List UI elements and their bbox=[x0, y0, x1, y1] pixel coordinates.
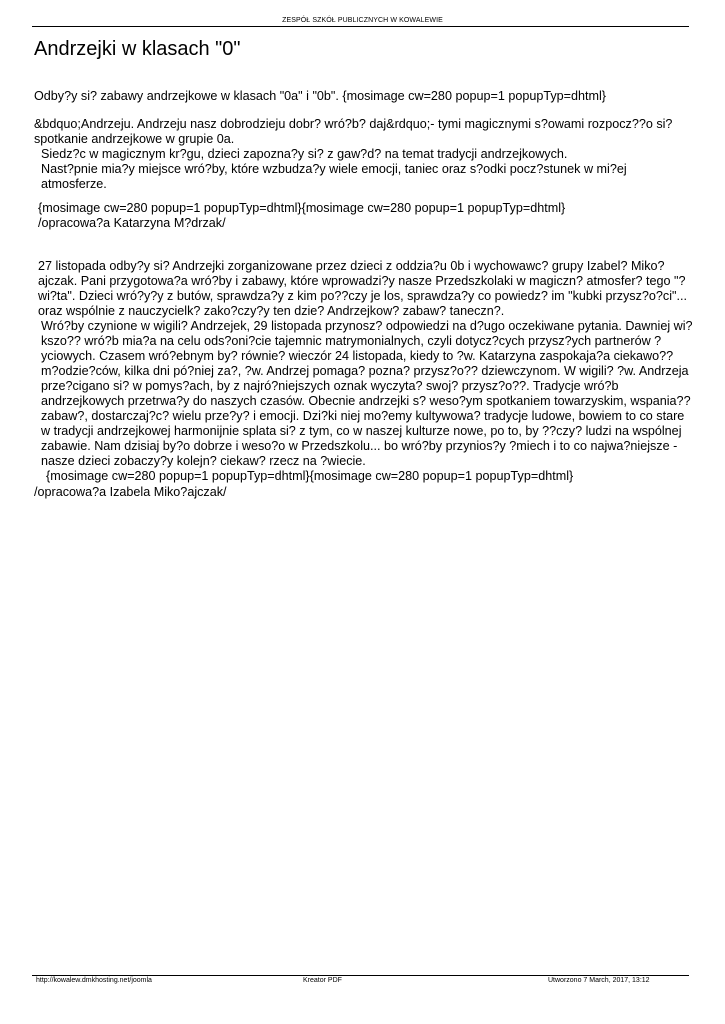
intro-text: Odby?y si? zabawy andrzejkowe w klasach "0a" i "0b". {mosimage cw=280 popup=1 popupTyp=dhtml} bbox=[34, 89, 606, 103]
section-0b-paragraph-2: Wró?by czynione w wigili? Andrzejek, 29 listopada przynosz? odpowiedzi na d?ugo oczekiwane pytania. Dawniej wi?kszo?? wró?b mia?a na celu ods?oni?cie tajemnic matrymonialnych, czyli dotycz?cych przysz?ych partnerów ?yciowych. Czasem wró?ebnym by? równie? wieczór 24 listopada, kiedy to ?w. Katarzyna zaspokaja?a ciekawo?? m?odzie?ców, kilka dni pó?niej za?, ?w. Andrzej pomaga? pozna? przysz?o?? dziewczynom. W wigili? ?w. Andrzeja prze?cigano si? w pomys?ach, by z najró?niejszych oznak wyczyta? swoj? przysz?o??. Tradycje wró?b andrzejkowych przetrwa?y do naszych czasów. Obecnie andrzejki s? weso?ym spotkaniem towarzyskim, wspania?? zabaw?, dostarczaj?c? wielu prze?y? i emocji. Dzi?ki niej mo?emy kultywowa? tradycje ludowe, bowiem to co stare w tradycji andrzejkowej harmonijnie splata si? z tym, co w naszej kulturze nowe, po to, by ??czy? ludzi na wspólnej zabawie. Nam dzisiaj by?o dobrze i weso?o w Przedszkolu... bo wró?by przynios?y ?miech i to co najwa?niejsze - nasze dzieci zobaczy?y kolejn? ciekaw? rzecz na ?wiecie. bbox=[41, 319, 693, 468]
header-divider bbox=[32, 26, 689, 27]
section-0a-activities: Nast?pnie mia?y miejsce wró?by, które wzbudza?y wiele emocji, taniec oraz s?odki pocz?stunek w mi?ej atmosferze. bbox=[41, 162, 627, 191]
section-0b-paragraph-1: 27 listopada odby?y si? Andrzejki zorganizowane przez dzieci z oddzia?u 0b i wychowawc? grupy Izabel? Miko?ajczak. Pani przygotowa?a wró?by i zabawy, które wprowadzi?y nasze Przedszkolaki w magiczn? atmosfer? tego "?wi?ta". Dzieci wró?y?y z butów, sprawdza?y z kim po??czy je los, sprawdza?y co powiedz? im "kubki przysz?o?ci"... oraz wspólnie z nauczycielk? zako?czy?y ten dzie? Andrzejkow? zabaw? taneczn?. bbox=[38, 259, 687, 318]
article-title: Andrzejki w klasach "0" bbox=[34, 38, 241, 60]
section-0b-footer bbox=[34, 485, 694, 500]
section-group-0b bbox=[34, 259, 694, 484]
section-0a-opening: &bdquo;Andrzeju. Andrzeju nasz dobrodzieju dobr? wró?b? daj&rdquo;- tymi magicznymi s?owami rozpocz??o si? spotkanie andrzejkowe w grupie 0a. bbox=[34, 117, 673, 146]
section-0a-circle: Siedz?c w magicznym kr?gu, dzieci zapozna?y si? z gaw?d? na temat tradycji andrzejkowych. bbox=[41, 147, 568, 161]
footer-generator: Kreator PDF bbox=[303, 977, 342, 984]
image-placeholders-0a: {mosimage cw=280 popup=1 popupTyp=dhtml}{mosimage cw=280 popup=1 popupTyp=dhtml} bbox=[38, 201, 566, 215]
section-0a-footer bbox=[34, 201, 694, 231]
author-0a: /opracowa?a Katarzyna M?drzak/ bbox=[38, 216, 226, 230]
article-intro bbox=[34, 89, 694, 104]
footer-created-date: Utworzono 7 March, 2017, 13:12 bbox=[548, 977, 650, 984]
section-group-0a bbox=[34, 117, 694, 192]
author-0b: /opracowa?a Izabela Miko?ajczak/ bbox=[34, 485, 227, 499]
footer-url-link[interactable]: http://kowalew.dmkhosting.net/joomla bbox=[36, 977, 152, 984]
image-placeholders-0b: {mosimage cw=280 popup=1 popupTyp=dhtml}{mosimage cw=280 popup=1 popupTyp=dhtml} bbox=[46, 469, 574, 483]
page-header: ZESPÓŁ SZKÓŁ PUBLICZNYCH W KOWALEWIE bbox=[282, 17, 443, 24]
